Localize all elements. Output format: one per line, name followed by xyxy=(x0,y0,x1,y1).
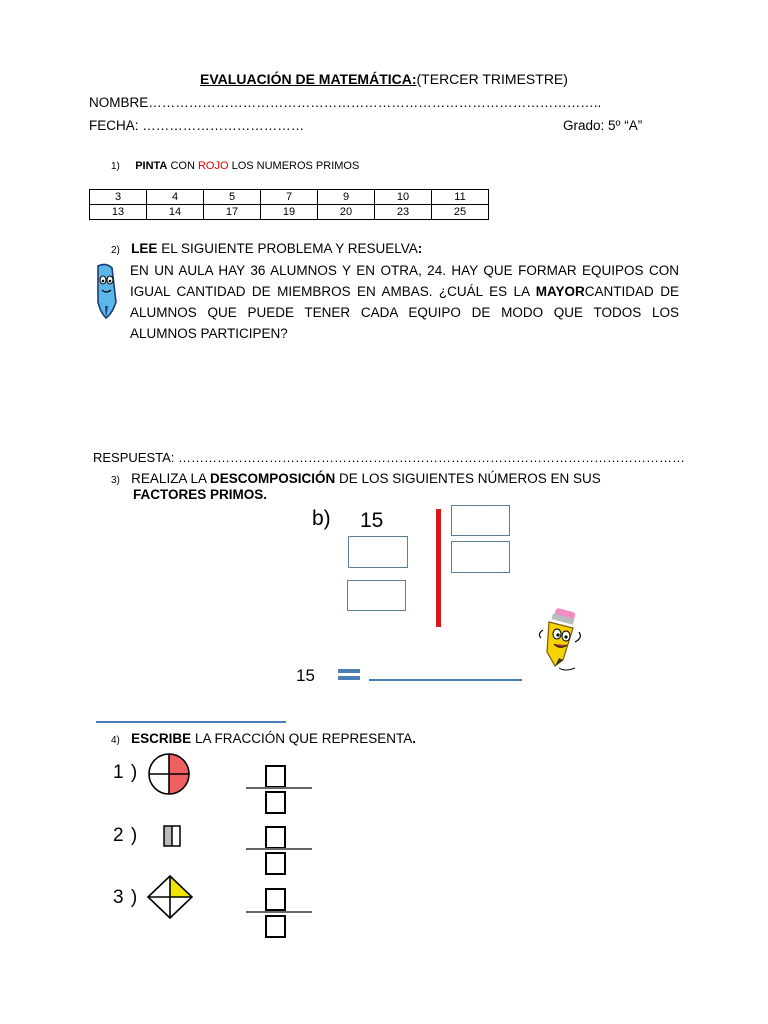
fraction-bar xyxy=(246,911,312,913)
q3-instruction xyxy=(111,471,601,486)
grado-label: Grado: 5º “A” xyxy=(563,118,643,133)
nombre-field[interactable]: NOMBRE……………………………………………………………………………………….. xyxy=(89,95,602,110)
problem-text xyxy=(96,260,679,344)
table-cell[interactable]: 7 xyxy=(261,190,318,205)
table-cell[interactable]: 11 xyxy=(432,190,489,205)
denominator-box[interactable] xyxy=(265,852,286,875)
q1-rojo: ROJO xyxy=(197,160,229,172)
quotient-box[interactable] xyxy=(348,536,408,568)
table-cell[interactable]: 9 xyxy=(318,190,375,205)
separator-line xyxy=(96,721,286,723)
exercise-number: 15 xyxy=(360,509,384,532)
answer-line[interactable] xyxy=(369,679,522,681)
q2-number: 2) xyxy=(111,245,120,256)
exercise-label: b) xyxy=(312,507,331,530)
title-rest: (TERCER TRIMESTRE) xyxy=(416,71,568,87)
q2-rest: EL SIGUIENTE PROBLEMA Y RESUELVA xyxy=(161,241,418,256)
page-title xyxy=(0,71,768,87)
table-cell[interactable]: 13 xyxy=(90,205,147,220)
q1-con: CON xyxy=(170,160,195,172)
q2-bold: LEE xyxy=(131,241,158,256)
q3-mid: DE LOS SIGUIENTES NÚMEROS EN SUS xyxy=(339,471,601,486)
fraction-item-label: 1 ) xyxy=(113,762,139,783)
circle-fraction-icon xyxy=(146,752,192,796)
q3-instruction-line2 xyxy=(133,487,267,502)
fecha-field[interactable]: FECHA: ……………………………… xyxy=(89,118,305,133)
q1-number: 1) xyxy=(111,161,120,172)
q1-rest: LOS NUMEROS PRIMOS xyxy=(231,160,360,172)
problem-p1: EN UN AULA HAY 36 ALUMNOS Y EN OTRA, 24. HAY QUE FORMAR EQUIPOS CON IGUAL CANTIDAD DE MIEMBROS EN AMBAS. ¿CUÁL ES LA xyxy=(130,263,679,299)
table-cell[interactable]: 10 xyxy=(375,190,432,205)
factor-box[interactable] xyxy=(451,505,510,536)
q4-instruction xyxy=(111,731,416,746)
factor-divider xyxy=(436,509,441,627)
table-row xyxy=(90,190,489,205)
q3-bold1: DESCOMPOSICIÓN xyxy=(209,471,336,486)
pencil-character-icon xyxy=(535,608,585,674)
table-cell[interactable]: 14 xyxy=(147,205,204,220)
primes-table xyxy=(89,189,489,220)
factor-box[interactable] xyxy=(451,541,510,573)
table-cell[interactable]: 19 xyxy=(261,205,318,220)
bottom-number: 15 xyxy=(296,666,315,685)
q2-colon: : xyxy=(417,241,423,256)
title-bold: EVALUACIÓN DE MATEMÁTICA: xyxy=(200,71,417,87)
numerator-box[interactable] xyxy=(265,826,286,849)
table-cell[interactable]: 23 xyxy=(375,205,432,220)
q4-period: . xyxy=(412,731,417,746)
table-cell[interactable]: 5 xyxy=(204,190,261,205)
table-cell[interactable]: 3 xyxy=(90,190,147,205)
table-cell[interactable]: 20 xyxy=(318,205,375,220)
respuesta-field[interactable]: RESPUESTA: ……………………………………………………………………………………………………… xyxy=(93,450,686,465)
q3-number: 3) xyxy=(111,475,120,486)
q3-bold2: FACTORES PRIMOS. xyxy=(133,487,268,502)
table-row xyxy=(90,205,489,220)
equals-icon xyxy=(338,676,360,680)
fraction-item-label: 3 ) xyxy=(113,887,139,908)
rectangle-fraction-icon xyxy=(162,824,184,848)
table-cell[interactable]: 25 xyxy=(432,205,489,220)
q4-rest: LA FRACCIÓN QUE REPRESENTA xyxy=(194,731,413,746)
problem-mayor: MAYOR xyxy=(535,284,585,299)
fraction-bar xyxy=(246,787,312,789)
q1-bold: PINTA xyxy=(135,160,168,172)
denominator-box[interactable] xyxy=(265,915,286,938)
denominator-box[interactable] xyxy=(265,791,286,814)
q4-number: 4) xyxy=(111,735,120,746)
rhombus-fraction-icon xyxy=(146,874,194,920)
fraction-item-label: 2 ) xyxy=(113,825,139,846)
numerator-box[interactable] xyxy=(265,765,286,788)
fraction-bar xyxy=(246,848,312,850)
problem-p2: CANTIDAD DE ALUMNOS QUE PUEDE TENER CADA EQUIPO DE MODO QUE TODOS LOS ALUMNOS PARTICIPEN? xyxy=(130,284,679,341)
quotient-box[interactable] xyxy=(347,580,406,611)
q1-instruction xyxy=(111,160,359,172)
table-cell[interactable]: 4 xyxy=(147,190,204,205)
q3-pre: REALIZA LA xyxy=(131,471,207,486)
numerator-box[interactable] xyxy=(265,888,286,911)
q2-instruction xyxy=(111,241,422,256)
table-cell[interactable]: 17 xyxy=(204,205,261,220)
q4-bold: ESCRIBE xyxy=(131,731,192,746)
equals-icon xyxy=(338,669,360,673)
